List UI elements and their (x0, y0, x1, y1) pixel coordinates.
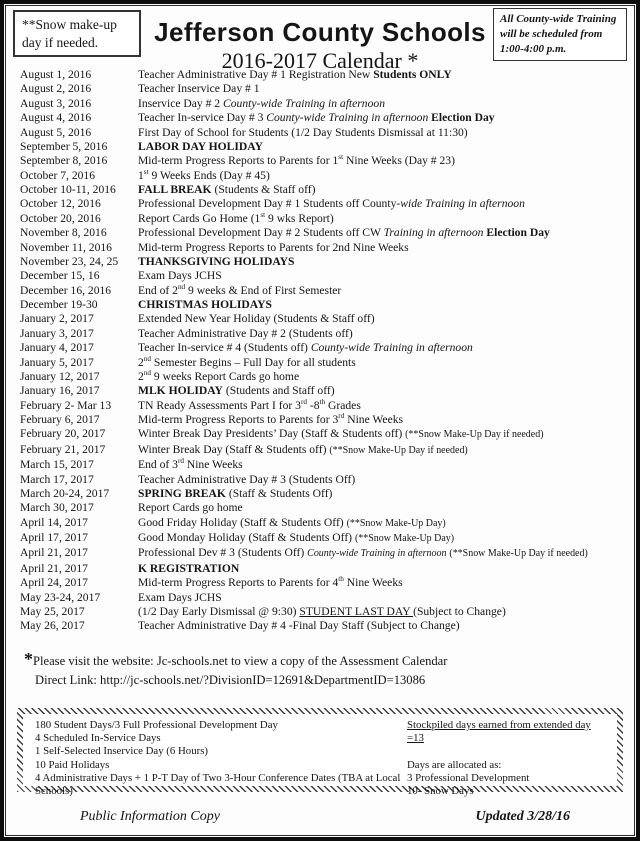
footnote-line1-text: Please visit the website: Jc-schools.net to view a copy of the Assessment Calendar (33, 654, 448, 668)
text-segment: nd (143, 354, 151, 363)
text-segment: 3 Professional Development (407, 771, 530, 784)
text-segment: Days are allocated as: (407, 758, 502, 771)
calendar-date: February 2- Mar 13 (20, 398, 112, 412)
text-segment: First Day of School for Students (1/2 Day Students Dismissal at 11:30) (138, 125, 468, 139)
footnote-line1 (24, 647, 447, 672)
text-segment: THANKSGIVING HOLIDAYS (138, 254, 295, 268)
text-segment: MLK HOLIDAY (138, 384, 223, 398)
calendar-row (20, 169, 630, 183)
calendar-date: December 19-30 (20, 298, 98, 311)
text-segment: 1 Self-Selected Inservice Day (6 Hours) (35, 745, 208, 758)
calendar-row (20, 516, 630, 531)
text-segment: K REGISTRATION (138, 561, 240, 575)
summary-line (35, 732, 407, 745)
text-segment: Teacher In-service # 4 (Students off) (138, 341, 311, 355)
training-note: All County-wide Training will be scheduled from 1:00-4:00 p.m. (500, 13, 617, 55)
text-segment: (**Snow Make-Up Day if needed) (329, 444, 468, 456)
calendar-description (138, 399, 630, 413)
calendar-date: December 16, 2016 (20, 283, 112, 297)
text-segment: Stockpiled days earned from extended day =13 (407, 719, 591, 745)
footnote (24, 647, 447, 689)
text-segment: 2 (138, 369, 144, 383)
calendar-date: March 15, 2017 (20, 458, 94, 472)
calendar-description (138, 591, 630, 605)
text-segment: County-wide Training in afternoon (307, 548, 447, 560)
text-segment: (Staff & Students Off) (225, 486, 333, 500)
text-segment: rd (300, 397, 307, 406)
calendar-row (20, 327, 630, 341)
calendar-description (138, 576, 630, 590)
calendar-description (138, 82, 630, 96)
calendar-description (138, 516, 630, 531)
text-segment: (**Snow Make-Up Day) (354, 533, 455, 544)
calendar-date: April 14, 2017 (20, 515, 88, 529)
calendar-row (20, 370, 630, 384)
calendar-row (20, 241, 630, 255)
calendar-date: May 26, 2017 (20, 619, 85, 633)
calendar-date: October 12, 2016 (20, 197, 101, 211)
calendar-description (138, 341, 630, 355)
calendar-date: May 25, 2017 (20, 604, 85, 618)
calendar-description (138, 68, 630, 82)
calendar-row (20, 341, 630, 355)
summary-line (407, 719, 605, 745)
calendar-description (138, 298, 630, 312)
text-segment: 10 Paid Holidays (35, 758, 110, 771)
summary-line (35, 772, 407, 798)
calendar-description (138, 605, 630, 619)
text-segment: STUDENT LAST DAY (299, 604, 414, 618)
calendar-date: April 24, 2017 (20, 576, 88, 590)
calendar-description (138, 546, 630, 561)
calendar-row (20, 255, 630, 269)
text-segment: (**Snow Make-Up Day) (346, 517, 446, 529)
text-segment: Teacher Inservice Day # 1 (138, 82, 260, 96)
calendar-description (138, 241, 630, 255)
calendar-row (20, 312, 630, 326)
summary-line (35, 719, 407, 732)
text-segment: End of 2 (138, 283, 178, 297)
text-segment: (Subject to Change) (413, 604, 506, 618)
calendar-description (138, 255, 630, 269)
calendar-date: October 20, 2016 (20, 211, 101, 225)
calendar-description (138, 327, 630, 341)
calendar-row (20, 384, 630, 398)
calendar-date: February 20, 2017 (20, 427, 106, 441)
calendar-description (138, 443, 630, 458)
text-segment: SPRING BREAK (138, 486, 226, 500)
text-segment: 10- Snow Days (407, 785, 474, 798)
calendar-row (20, 531, 630, 546)
calendar-row (20, 140, 630, 154)
calendar-date: August 1, 2016 (20, 68, 92, 81)
calendar-row (20, 154, 630, 168)
text-segment: Election Day (486, 226, 550, 240)
text-segment: th (319, 397, 326, 406)
summary-left-column (35, 719, 407, 798)
text-segment: 4 Scheduled In-Service Days (35, 732, 161, 745)
calendar-description (138, 269, 630, 283)
text-segment: Students ONLY (373, 68, 452, 81)
calendar-date: November 8, 2016 (20, 226, 107, 240)
calendar-description (138, 140, 630, 154)
calendar-date: January 3, 2017 (20, 326, 94, 340)
asterisk-icon: * (24, 649, 33, 669)
text-segment: End of 3 (138, 458, 178, 472)
text-segment: LABOR DAY HOLIDAY (138, 139, 263, 153)
summary-line (407, 759, 605, 772)
text-segment: 9 weeks Report Cards go home (150, 369, 300, 383)
calendar-date: November 23, 24, 25 (20, 254, 119, 268)
text-segment: rd (177, 457, 184, 466)
summary-line (407, 785, 605, 798)
calendar-description (138, 619, 630, 633)
calendar-date: April 17, 2017 (20, 531, 88, 544)
calendar-description (138, 212, 630, 226)
calendar-row (20, 576, 630, 590)
calendar-date: October 7, 2016 (20, 168, 96, 182)
calendar-description (138, 384, 630, 398)
text-segment: Teacher In-service Day # 3 (138, 111, 267, 125)
summary-line (35, 745, 407, 758)
text-segment: Exam Days JCHS (138, 590, 222, 604)
calendar-row (20, 487, 630, 501)
calendar-description (138, 226, 630, 240)
text-segment: 9 wks Report) (265, 211, 334, 225)
calendar-date: August 3, 2016 (20, 96, 92, 110)
calendar-date: January 12, 2017 (20, 369, 100, 383)
calendar-description (138, 427, 630, 442)
text-segment: Teacher Administrative Day # 1 Registration New (138, 68, 374, 81)
text-segment: Good Monday Holiday (Staff & Students Off) (138, 531, 355, 544)
text-segment: Teacher Administrative Day # 4 -Final Day Staff (Subject to Change) (138, 619, 460, 633)
text-segment: County-wide Training in afternoon (310, 341, 473, 355)
text-segment: (1/2 Day Early Dismissal @ 9:30) (138, 604, 300, 618)
text-segment: st (260, 210, 266, 219)
calendar-row (20, 591, 630, 605)
calendar-date: November 11, 2016 (20, 240, 112, 254)
calendar-date: September 8, 2016 (20, 154, 108, 168)
summary-line (407, 745, 605, 758)
calendar-date: August 4, 2016 (20, 111, 92, 125)
calendar-description (138, 501, 630, 515)
text-segment: Professional Development Day # 2 Students off CW (138, 226, 384, 240)
calendar-rows (20, 68, 630, 634)
calendar-date: January 2, 2017 (20, 312, 94, 326)
text-segment: st (338, 153, 344, 162)
text-segment: Teacher Administrative Day # 3 (Students Off) (138, 472, 356, 486)
text-segment: Nine Weeks (343, 576, 403, 590)
calendar-row (20, 97, 630, 111)
text-segment: (**Snow Make-Up Day if needed) (405, 429, 544, 441)
text-segment: Election Day (431, 111, 495, 125)
text-segment: 9 Weeks Ends (Day # 45) (148, 168, 270, 182)
calendar-date: April 21, 2017 (20, 546, 88, 560)
text-segment: Grades (325, 398, 361, 412)
text-segment: Professional Development Day # 1 Students off County- (138, 197, 401, 211)
calendar-row (20, 605, 630, 619)
text-segment: FALL BREAK (138, 183, 212, 196)
calendar-description (138, 473, 630, 487)
text-segment: nd (143, 369, 151, 378)
calendar-date: January 4, 2017 (20, 341, 94, 355)
calendar-description (138, 197, 630, 211)
text-segment: Teacher Administrative Day # 2 (Students off) (138, 326, 353, 340)
calendar-date: January 16, 2017 (20, 384, 100, 398)
text-segment: wide Training in afternoon (400, 197, 525, 211)
calendar-row (20, 82, 630, 96)
text-segment: Mid-term Progress Reports to Parents for 2nd Nine Weeks (138, 240, 409, 254)
calendar-row (20, 298, 630, 312)
footer-copy-label: Public Information Copy (80, 809, 220, 824)
calendar-date: February 6, 2017 (20, 413, 100, 426)
calendar-row (20, 458, 630, 472)
text-segment: 180 Student Days/3 Full Professional Development Day (35, 719, 278, 731)
calendar-row (20, 284, 630, 298)
calendar-date: December 15, 16 (20, 269, 100, 283)
text-segment: rd (338, 412, 345, 421)
text-segment: Mid-term Progress Reports to Parents for 1 (138, 154, 339, 168)
text-segment: -8 (306, 398, 320, 412)
text-segment: TN Ready Assessments Part I for 3 (138, 398, 301, 412)
calendar-row (20, 68, 630, 82)
text-segment: (Students and Staff off) (222, 384, 335, 398)
calendar-date: March 20-24, 2017 (20, 486, 110, 500)
text-segment: 4 Administrative Days + 1 P-T Day of Two 3-Hour Conference Dates (TBA at Local Schools) (35, 771, 401, 798)
text-segment: Good Friday Holiday (Staff & Students Off) (138, 515, 347, 529)
page-subtitle: 2016-2017 Calendar * (221, 48, 419, 73)
calendar-row (20, 443, 630, 458)
text-segment: Report Cards go home (138, 501, 243, 515)
calendar-description (138, 111, 630, 125)
calendar-date: March 30, 2017 (20, 501, 94, 515)
calendar-row (20, 546, 630, 561)
text-segment: Mid-term Progress Reports to Parents for 4 (138, 576, 339, 590)
calendar-description (138, 312, 630, 326)
text-segment: (Students & Staff off) (211, 183, 316, 196)
summary-line (407, 772, 605, 785)
calendar-description (138, 97, 630, 111)
text-segment: Winter Break Day Presidents’ Day (Staff & Students off) (138, 427, 406, 441)
summary-right-column (407, 719, 605, 798)
calendar-row (20, 413, 630, 427)
calendar-row (20, 126, 630, 140)
calendar-row (20, 183, 630, 197)
calendar-row (20, 619, 630, 633)
text-segment: County-wide Training in afternoon (223, 96, 385, 110)
text-segment: Extended New Year Holiday (Students & Staff off) (138, 312, 375, 326)
calendar-description (138, 370, 630, 384)
calendar-description (138, 126, 630, 140)
text-segment: Report Cards Go Home (1 (138, 211, 261, 225)
text-segment: Winter Break Day (Staff & Students off) (138, 442, 330, 456)
text-segment (407, 745, 410, 757)
calendar-row (20, 562, 630, 576)
page-footer (4, 809, 636, 825)
calendar-row (20, 427, 630, 442)
calendar-description (138, 531, 630, 546)
calendar-description (138, 169, 630, 183)
calendar-description (138, 284, 630, 298)
training-note-box (493, 8, 627, 61)
calendar-date: October 10-11, 2016 (20, 183, 116, 196)
calendar-date: March 17, 2017 (20, 472, 94, 486)
footnote-line2: Direct Link: http://jc-schools.net/?DivisionID=12691&DepartmentID=13086 (35, 672, 426, 687)
text-segment: nd (177, 282, 186, 291)
calendar-date: September 5, 2016 (20, 139, 108, 153)
calendar-row (20, 501, 630, 515)
text-segment: Nine Weeks (183, 458, 243, 472)
text-segment: Nine Weeks (344, 413, 404, 426)
summary-box-inner (23, 714, 617, 798)
calendar-row (20, 473, 630, 487)
text-segment: Inservice Day # 2 (138, 96, 223, 110)
calendar-date: May 23-24, 2017 (20, 590, 101, 604)
summary-box (17, 708, 623, 798)
calendar-row (20, 356, 630, 370)
calendar-row (20, 111, 630, 125)
calendar-date: February 21, 2017 (20, 442, 106, 456)
text-segment: CHRISTMAS HOLIDAYS (138, 298, 272, 311)
calendar-date: January 5, 2017 (20, 355, 94, 369)
calendar-date: August 5, 2016 (20, 125, 92, 139)
snow-makeup-note: **Snow make-up day if needed. (22, 17, 117, 50)
text-segment: Semester Begins – Full Day for all students (150, 355, 356, 369)
page-title: Jefferson County Schools (154, 17, 486, 47)
text-segment: County-wide Training in afternoon (266, 111, 429, 125)
text-segment: Nine Weeks (Day # 23) (343, 154, 455, 168)
calendar-date: August 2, 2016 (20, 82, 92, 96)
calendar-row (20, 226, 630, 240)
calendar-row (20, 197, 630, 211)
text-segment: (**Snow Make-Up Day if needed) (449, 548, 588, 560)
calendar-description (138, 458, 630, 472)
footer-updated-label: Updated 3/28/16 (475, 809, 570, 824)
calendar-row (20, 212, 630, 226)
summary-line (35, 759, 407, 772)
text-segment: th (338, 575, 344, 584)
calendar-description (138, 413, 630, 427)
text-segment: 1 (138, 168, 144, 182)
text-segment: Exam Days JCHS (138, 269, 222, 283)
text-segment: Training in afternoon (383, 226, 484, 240)
text-segment: 2 (138, 355, 144, 369)
calendar-row (20, 269, 630, 283)
calendar-description (138, 487, 630, 501)
text-segment: Professional Dev # 3 (Students Off) (138, 546, 308, 560)
calendar-description (138, 183, 630, 197)
text-segment: 9 weeks & End of First Semester (185, 283, 342, 297)
text-segment: st (143, 167, 149, 176)
calendar-description (138, 356, 630, 370)
text-segment: Mid-term Progress Reports to Parents for 3 (138, 413, 339, 426)
calendar-description (138, 154, 630, 168)
calendar-date: April 21, 2017 (20, 561, 88, 575)
calendar-row (20, 399, 630, 413)
calendar-description (138, 562, 630, 576)
